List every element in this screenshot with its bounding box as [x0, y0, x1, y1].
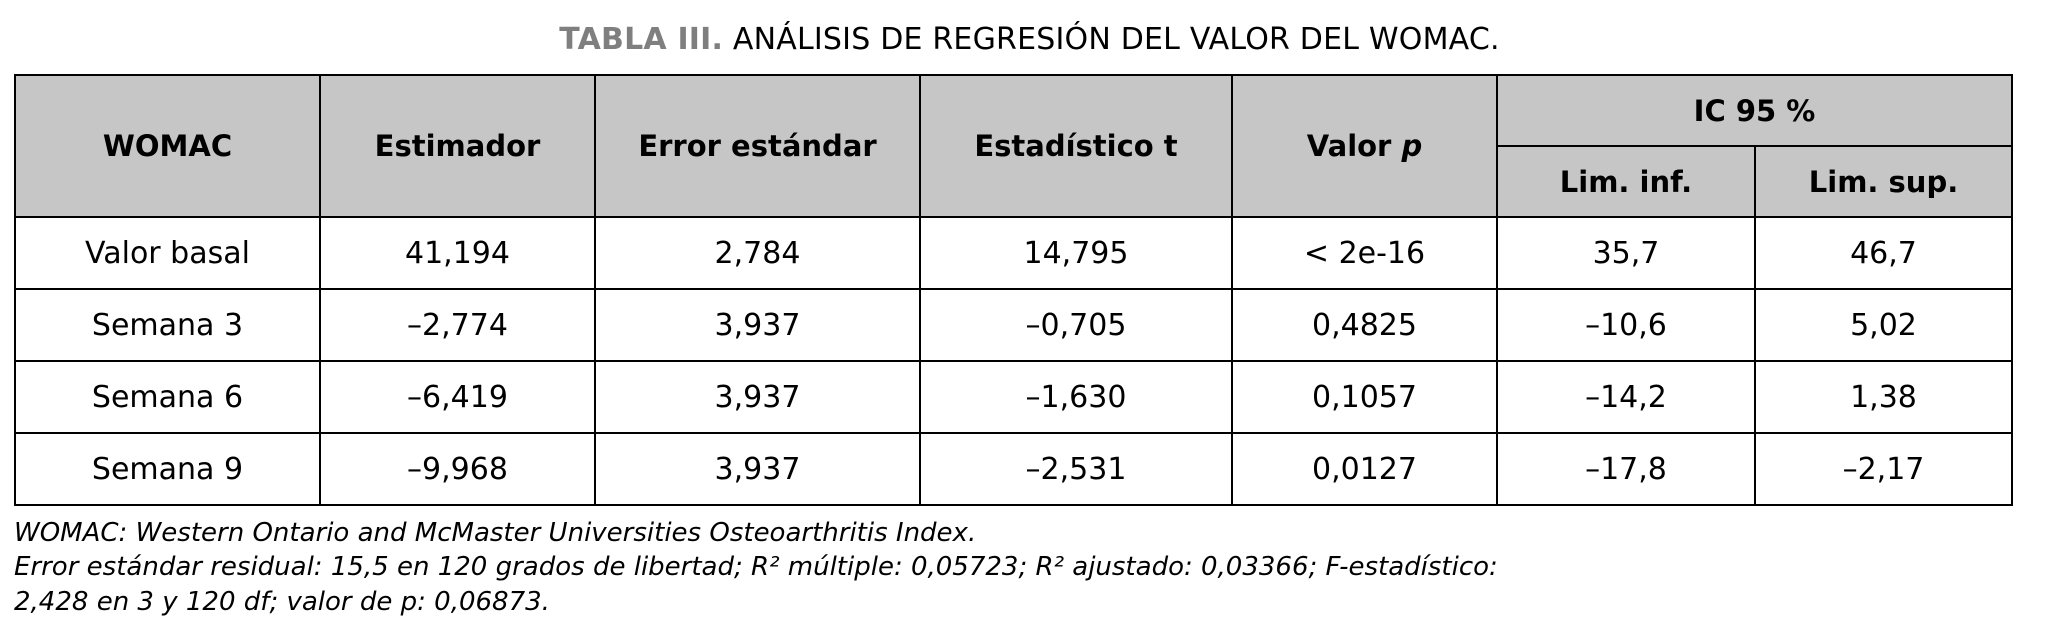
cell-lim-sup: 1,38 [1755, 361, 2012, 433]
cell-t: –1,630 [920, 361, 1232, 433]
table-row [15, 217, 2012, 289]
cell-estimador: –2,774 [320, 289, 595, 361]
cell-lim-sup: 46,7 [1755, 217, 2012, 289]
cell-lim-sup: –2,17 [1755, 433, 2012, 505]
row-label: Valor basal [15, 217, 320, 289]
cell-error: 3,937 [595, 361, 920, 433]
cell-error: 3,937 [595, 289, 920, 361]
cell-p: < 2e-16 [1232, 217, 1497, 289]
cell-estimador: 41,194 [320, 217, 595, 289]
header-lim-inf: Lim. inf. [1497, 146, 1755, 217]
footnote-statistics-line2: 2,428 en 3 y 120 df; valor de p: 0,06873. [14, 586, 550, 617]
row-label: Semana 6 [15, 361, 320, 433]
header-error-estandar: Error estándar [595, 75, 920, 217]
table-row [15, 433, 2012, 505]
cell-estimador: –9,968 [320, 433, 595, 505]
header-womac: WOMAC [15, 75, 320, 217]
cell-t: –0,705 [920, 289, 1232, 361]
header-lim-sup: Lim. sup. [1755, 146, 2012, 217]
regression-table-container [14, 74, 2011, 506]
cell-error: 3,937 [595, 433, 920, 505]
regression-table [14, 74, 2013, 506]
table-row [15, 361, 2012, 433]
header-row-top [15, 75, 2012, 146]
header-valor-p [1232, 75, 1497, 217]
cell-lim-inf: –14,2 [1497, 361, 1755, 433]
cell-p: 0,1057 [1232, 361, 1497, 433]
table-footnotes [14, 516, 2011, 619]
header-valor-p-prefix: Valor [1306, 129, 1402, 163]
table-caption [0, 0, 2059, 74]
table-row [15, 289, 2012, 361]
cell-t: –2,531 [920, 433, 1232, 505]
caption-label: TABLA III. [559, 22, 724, 57]
cell-lim-inf: 35,7 [1497, 217, 1755, 289]
caption-text: ANÁLISIS DE REGRESIÓN DEL VALOR DEL WOMAC. [723, 22, 1500, 57]
cell-p: 0,4825 [1232, 289, 1497, 361]
cell-estimador: –6,419 [320, 361, 595, 433]
header-valor-p-italic: p [1401, 129, 1423, 163]
row-label: Semana 9 [15, 433, 320, 505]
row-label: Semana 3 [15, 289, 320, 361]
header-ic-95: IC 95 % [1497, 75, 2012, 146]
footnote-statistics-line1: Error estándar residual: 15,5 en 120 grados de libertad; R² múltiple: 0,05723; R² ajustado: 0,03366; F-estadístico: [14, 552, 1498, 583]
cell-p: 0,0127 [1232, 433, 1497, 505]
footnote-abbreviation: WOMAC: Western Ontario and McMaster Universities Osteoarthritis Index. [14, 518, 977, 548]
header-estadistico-t: Estadístico t [920, 75, 1232, 217]
cell-lim-inf: –17,8 [1497, 433, 1755, 505]
table-body [15, 217, 2012, 505]
cell-lim-sup: 5,02 [1755, 289, 2012, 361]
cell-error: 2,784 [595, 217, 920, 289]
cell-t: 14,795 [920, 217, 1232, 289]
cell-lim-inf: –10,6 [1497, 289, 1755, 361]
table-header [15, 75, 2012, 217]
header-estimador: Estimador [320, 75, 595, 217]
